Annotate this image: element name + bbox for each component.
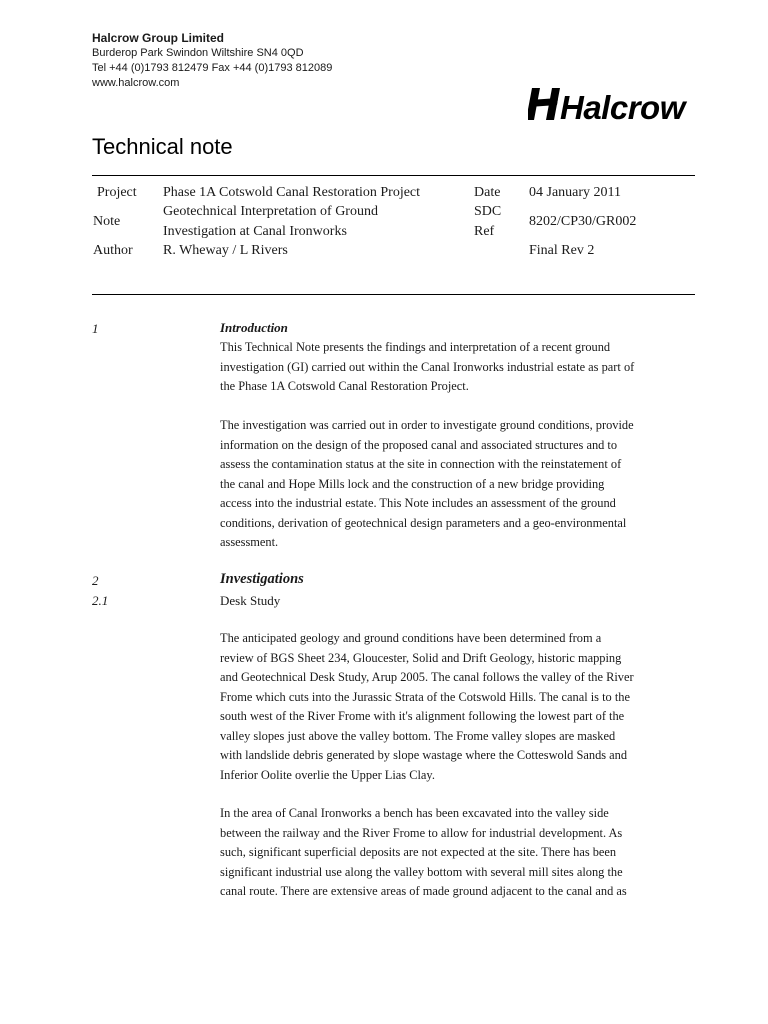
sdc-label: SDC <box>474 204 502 219</box>
section-title-investigations: Investigations <box>220 571 304 587</box>
halcrow-logo <box>528 82 698 126</box>
document-title: Technical note <box>92 134 233 159</box>
document-status: Final Rev 2 <box>529 243 595 258</box>
note-value-line-2: Investigation at Canal Ironworks <box>163 224 347 239</box>
text-line: such, significant superficial deposits are not expected at the site. There has been <box>220 845 617 859</box>
project-value: Phase 1A Cotswold Canal Restoration Project <box>163 185 421 200</box>
section-number-1: 1 <box>92 321 99 336</box>
text-line: the Phase 1A Cotswold Canal Restoration Project. <box>220 379 469 393</box>
text-line: the canal and Hope Mills lock and the construction of a new bridge providing <box>220 476 605 491</box>
header-divider-bottom <box>92 294 695 295</box>
text-line: between the railway and the River Frome to allow for industrial development. As <box>220 825 623 840</box>
subsection-number-2-1: 2.1 <box>92 593 109 608</box>
text-line: assessment. <box>220 535 279 549</box>
text-line: investigation (GI) carried out within the Canal Ironworks industrial estate as part of <box>220 359 635 374</box>
text-line: access into the industrial estate. This Note includes an assessment of the ground <box>220 496 616 510</box>
logo-graphic <box>528 82 698 126</box>
ref-value: 8202/CP30/GR002 <box>529 214 637 229</box>
text-line: Inferior Oolite overlie the Upper Lias Clay. <box>220 767 435 782</box>
project-label: Project <box>97 185 137 200</box>
text-line: significant industrial use along the valley bottom with several mill sites along the <box>220 864 623 879</box>
desk-study-paragraph-1 <box>220 629 678 785</box>
header-divider-top <box>92 175 695 176</box>
text-line: canal route. There are extensive areas of made ground adjacent to the canal and as <box>220 884 627 898</box>
intro-paragraph-2 <box>220 416 678 553</box>
section-title-introduction: Introduction <box>220 320 288 335</box>
text-line: conditions, derivation of geotechnical design parameters and a geo-environmental <box>220 515 627 530</box>
date-label: Date <box>474 185 501 200</box>
ref-label: Ref <box>474 224 495 239</box>
text-line: This Technical Note presents the findings and interpretation of a recent ground <box>220 340 611 354</box>
company-name: Halcrow Group Limited <box>92 31 225 45</box>
text-line: south west of the River Frome with it's alignment following the lowest part of the <box>220 709 625 723</box>
text-line: The investigation was carried out in order to investigate ground conditions, provide <box>220 418 634 432</box>
company-website: www.halcrow.com <box>92 77 180 89</box>
text-line: review of BGS Sheet 234, Gloucester, Solid and Drift Geology, historic mapping <box>220 650 622 665</box>
note-label: Note <box>93 214 121 229</box>
intro-paragraph-1 <box>220 338 678 397</box>
text-line: and Geotechnical Desk Study, Arup 2005. The canal follows the valley of the River <box>220 670 634 684</box>
author-value: R. Wheway / L Rivers <box>163 243 288 258</box>
date-value: 04 January 2011 <box>529 185 622 200</box>
author-label: Author <box>93 243 133 258</box>
company-header <box>92 30 332 91</box>
company-address: Burderop Park Swindon Wiltshire SN4 0QD <box>92 47 304 59</box>
text-line: with landslide debris generated by slope wastage where the Cotteswold Sands and <box>220 748 628 762</box>
text-line: assess the contamination status at the site in connection with the reinstatement of <box>220 457 622 471</box>
text-line: valley slopes just above the valley bottom. The Frome valley slopes are masked <box>220 728 616 743</box>
text-line: information on the design of the proposed canal and associated structures and to <box>220 437 618 452</box>
desk-study-paragraph-2 <box>220 804 678 902</box>
text-line: The anticipated geology and ground conditions have been determined from a <box>220 631 602 645</box>
company-phone: Tel +44 (0)1793 812479 Fax +44 (0)1793 812089 <box>92 62 333 74</box>
note-value-line-1: Geotechnical Interpretation of Ground <box>163 204 378 219</box>
text-line: In the area of Canal Ironworks a bench has been excavated into the valley side <box>220 806 609 820</box>
section-number-2: 2 <box>92 573 99 588</box>
logo-text: Halcrow <box>560 89 685 126</box>
subsection-title-desk-study: Desk Study <box>220 593 281 608</box>
text-line: Frome which cuts into the Jurassic Strata of the Cotswold Hills. The canal is to the <box>220 689 630 704</box>
